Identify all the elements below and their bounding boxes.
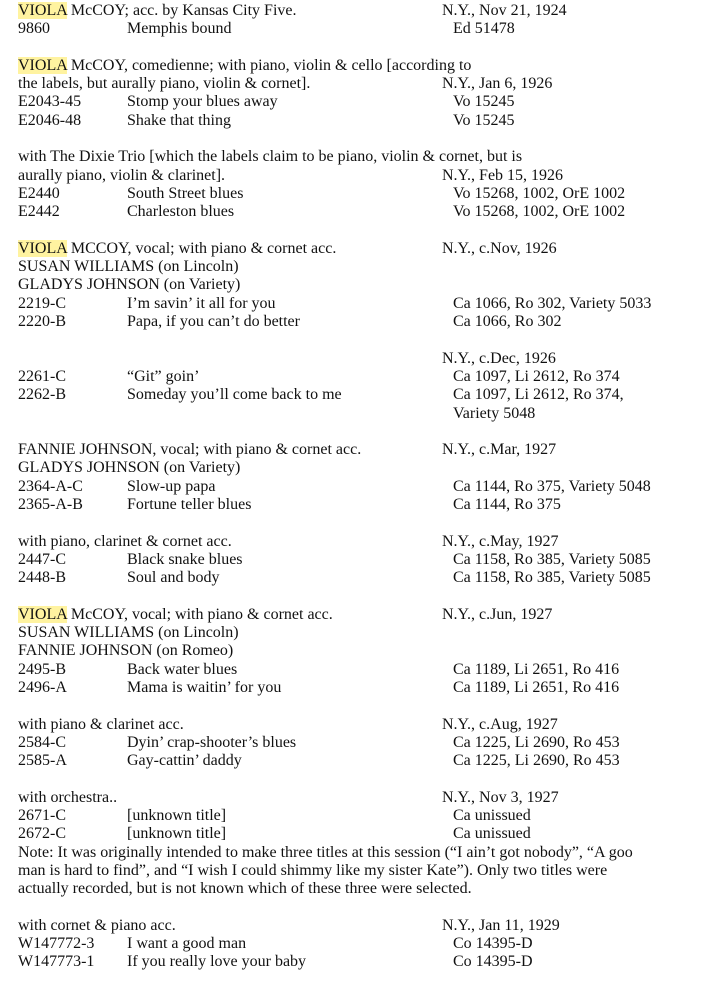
- issue-numbers: Ca 1158, Ro 385, Variety 5085: [453, 550, 651, 568]
- track-title: Back water blues: [127, 660, 238, 678]
- issue-numbers: Ca 1225, Li 2690, Ro 453: [453, 733, 620, 751]
- spacer: [18, 222, 702, 240]
- issue-numbers: Co 14395-D: [453, 935, 533, 953]
- session-block: [18, 222, 702, 332]
- session-header-line: [18, 716, 702, 734]
- highlighted-artist-name: VIOLA: [18, 239, 67, 257]
- track-row: [18, 825, 702, 843]
- session-date: N.Y., Jan 11, 1929: [442, 916, 560, 934]
- spacer: [18, 514, 702, 532]
- track-row: [18, 203, 702, 221]
- note-text: actually recorded, but is not known which of these three were selected.: [18, 880, 472, 898]
- session-date: N.Y., c.Jun, 1927: [442, 605, 553, 623]
- track-title: Fortune teller blues: [127, 496, 252, 514]
- session-date: N.Y., c.Mar, 1927: [442, 441, 557, 459]
- issue-numbers: Ca 1158, Ro 385, Variety 5085: [453, 569, 651, 587]
- session-date: N.Y., Nov 21, 1924: [442, 2, 567, 19]
- spacer: [18, 899, 702, 917]
- issue-numbers: Co 14395-D: [453, 953, 533, 971]
- session-header-line: [18, 350, 702, 368]
- session-header-line: [18, 606, 702, 624]
- track-row: [18, 295, 702, 313]
- spacer: [18, 39, 702, 57]
- highlighted-artist-name: VIOLA: [18, 56, 67, 74]
- matrix-number: 2447-C: [18, 550, 66, 568]
- matrix-number: 2671-C: [18, 807, 66, 825]
- track-row: [18, 93, 702, 111]
- matrix-number: 9860: [18, 20, 50, 38]
- track-row: [18, 405, 702, 423]
- header-text: SUSAN WILLIAMS (on Lincoln): [18, 624, 239, 642]
- session-note-line: [18, 844, 702, 862]
- track-row: [18, 112, 702, 130]
- issue-numbers: Vo 15245: [453, 111, 515, 129]
- session-header-line: [18, 459, 702, 477]
- session-header-line: [18, 642, 702, 660]
- track-title: I’m savin’ it all for you: [127, 294, 276, 312]
- track-row: [18, 551, 702, 569]
- session-description: [18, 606, 333, 624]
- session-description: [18, 2, 297, 20]
- header-text: GLADYS JOHNSON (on Variety): [18, 459, 241, 477]
- session-block: [18, 423, 702, 514]
- header-text: the labels, but aurally piano, violin & cornet].: [18, 75, 311, 93]
- track-row: [18, 478, 702, 496]
- issue-numbers: Vo 15245: [453, 93, 515, 111]
- track-title: “Git” goin’: [127, 367, 200, 385]
- highlighted-artist-name: VIOLA: [18, 2, 67, 19]
- spacer: [18, 770, 702, 788]
- session-header-line: [18, 2, 702, 20]
- matrix-number: 2219-C: [18, 294, 66, 312]
- track-title: I want a good man: [127, 935, 247, 953]
- track-title: Soul and body: [127, 569, 220, 587]
- track-row: [18, 734, 702, 752]
- issue-numbers: Ed 51478: [453, 20, 515, 38]
- header-text: with cornet & piano acc.: [18, 916, 176, 934]
- issue-numbers: Ca 1144, Ro 375, Variety 5048: [453, 477, 651, 495]
- note-text: man is hard to find”, and “I wish I could shimmy like my sister Kate”). Only two titles were: [18, 861, 608, 879]
- session-header-line: [18, 789, 702, 807]
- track-title: Stomp your blues away: [127, 93, 278, 111]
- issue-numbers: Ca 1097, Li 2612, Ro 374,: [453, 386, 624, 404]
- matrix-number: 2495-B: [18, 660, 66, 678]
- session-header-line: [18, 240, 702, 258]
- issue-numbers: Ca 1097, Li 2612, Ro 374: [453, 367, 620, 385]
- session-description: [18, 148, 522, 166]
- session-note-line: [18, 862, 702, 880]
- issue-numbers: Ca 1066, Ro 302, Variety 5033: [453, 294, 652, 312]
- issue-numbers: Ca 1225, Li 2690, Ro 453: [453, 752, 620, 770]
- session-header-line: [18, 276, 702, 294]
- matrix-number: 2585-A: [18, 752, 67, 770]
- matrix-number: 2672-C: [18, 825, 66, 843]
- session-block: [18, 514, 702, 587]
- issue-numbers: Ca 1144, Ro 375: [453, 496, 561, 514]
- spacer: [18, 130, 702, 148]
- matrix-number: 2584-C: [18, 733, 66, 751]
- matrix-number: W147773-1: [18, 953, 95, 971]
- matrix-number: 2496-A: [18, 678, 67, 696]
- matrix-number: 2220-B: [18, 313, 66, 331]
- session-block: [18, 331, 702, 422]
- session-description: [18, 167, 225, 185]
- session-block: [18, 2, 702, 39]
- spacer: [18, 697, 702, 715]
- session-date: N.Y., c.Aug, 1927: [442, 715, 558, 733]
- session-header-line: [18, 148, 702, 166]
- track-title: Slow-up papa: [127, 477, 216, 495]
- track-title: [unknown title]: [127, 825, 227, 843]
- session-description: [18, 459, 240, 477]
- session-description: [18, 75, 310, 93]
- session-date: N.Y., c.Nov, 1926: [442, 239, 557, 257]
- issue-numbers: Vo 15268, 1002, OrE 1002: [453, 203, 626, 221]
- track-row: [18, 496, 702, 514]
- session-date: N.Y., c.Dec, 1926: [442, 349, 556, 367]
- matrix-number: 2365-A-B: [18, 496, 83, 514]
- matrix-number: W147772-3: [18, 935, 95, 953]
- track-row: [18, 752, 702, 770]
- session-description: [18, 240, 336, 258]
- header-text: FANNIE JOHNSON (on Romeo): [18, 642, 234, 660]
- header-text: McCOY, vocal; with piano & cornet acc.: [66, 605, 333, 623]
- session-header-line: [18, 167, 702, 185]
- matrix-number: E2043-45: [18, 93, 82, 111]
- track-title: Gay-cattin’ daddy: [127, 752, 242, 770]
- header-text: with piano & clarinet acc.: [18, 715, 184, 733]
- header-text: aurally piano, violin & clarinet].: [18, 166, 226, 184]
- issue-numbers: Ca unissued: [453, 825, 531, 843]
- session-description: [18, 57, 471, 75]
- issue-numbers: Ca 1189, Li 2651, Ro 416: [453, 678, 620, 696]
- header-text: FANNIE JOHNSON, vocal; with piano & cornet acc.: [18, 441, 362, 459]
- session-note-line: [18, 880, 702, 898]
- track-row: [18, 20, 702, 38]
- session-date: N.Y., Nov 3, 1927: [442, 788, 559, 806]
- track-title: [unknown title]: [127, 807, 227, 825]
- header-text: McCOY; acc. by Kansas City Five.: [66, 2, 297, 19]
- track-title: Dyin’ crap-shooter’s blues: [127, 733, 297, 751]
- track-row: [18, 313, 702, 331]
- session-date: N.Y., Jan 6, 1926: [442, 75, 553, 93]
- header-text: with The Dixie Trio [which the labels claim to be piano, violin & cornet, but is: [18, 148, 523, 166]
- session-header-line: [18, 917, 702, 935]
- track-title: Papa, if you can’t do better: [127, 313, 300, 331]
- spacer: [18, 423, 702, 441]
- issue-numbers: Ca 1066, Ro 302: [453, 313, 562, 331]
- spacer: [18, 588, 702, 606]
- spacer: [18, 331, 702, 349]
- session-description: [18, 917, 176, 935]
- discography-page: [18, 2, 702, 972]
- track-row: [18, 953, 702, 971]
- session-description: [18, 789, 117, 807]
- session-header-line: [18, 57, 702, 75]
- track-row: [18, 569, 702, 587]
- track-row: [18, 807, 702, 825]
- track-row: [18, 368, 702, 386]
- header-text: with piano, clarinet & cornet acc.: [18, 532, 232, 550]
- issue-numbers: Variety 5048: [453, 404, 536, 422]
- track-title: South Street blues: [127, 184, 244, 202]
- issue-numbers: Ca unissued: [453, 807, 531, 825]
- session-block: [18, 39, 702, 130]
- highlighted-artist-name: VIOLA: [18, 605, 67, 623]
- session-description: [18, 441, 361, 459]
- matrix-number: 2262-B: [18, 386, 66, 404]
- session-header-line: [18, 441, 702, 459]
- session-description: [18, 276, 240, 294]
- track-row: [18, 679, 702, 697]
- session-block: [18, 130, 702, 221]
- session-header-line: [18, 75, 702, 93]
- session-date: N.Y., Feb 15, 1926: [442, 166, 564, 184]
- session-block: [18, 697, 702, 770]
- matrix-number: E2442: [18, 203, 60, 221]
- session-block: [18, 588, 702, 698]
- header-text: with orchestra..: [18, 788, 118, 806]
- issue-numbers: Ca 1189, Li 2651, Ro 416: [453, 660, 620, 678]
- session-block: [18, 770, 702, 898]
- session-description: [18, 716, 184, 734]
- session-description: [18, 624, 239, 642]
- matrix-number: E2440: [18, 184, 60, 202]
- track-row: [18, 386, 702, 404]
- note-text: Note: It was originally intended to make three titles at this session (“I ain’t got nobody”, “A goo: [18, 843, 633, 861]
- session-description: [18, 258, 239, 276]
- session-header-line: [18, 258, 702, 276]
- track-title: Mama is waitin’ for you: [127, 678, 282, 696]
- matrix-number: 2364-A-C: [18, 477, 83, 495]
- track-row: [18, 935, 702, 953]
- matrix-number: 2261-C: [18, 367, 66, 385]
- header-text: McCOY, comedienne; with piano, violin & cello [according to: [66, 56, 472, 74]
- session-description: [18, 533, 232, 551]
- track-title: If you really love your baby: [127, 953, 307, 971]
- track-row: [18, 661, 702, 679]
- session-description: [18, 642, 233, 660]
- track-row: [18, 185, 702, 203]
- session-header-line: [18, 533, 702, 551]
- session-header-line: [18, 624, 702, 642]
- matrix-number: E2046-48: [18, 111, 82, 129]
- header-text: MCCOY, vocal; with piano & cornet acc.: [66, 239, 337, 257]
- track-title: Shake that thing: [127, 111, 231, 129]
- issue-numbers: Vo 15268, 1002, OrE 1002: [453, 184, 626, 202]
- matrix-number: 2448-B: [18, 569, 66, 587]
- session-date: N.Y., c.May, 1927: [442, 532, 559, 550]
- header-text: SUSAN WILLIAMS (on Lincoln): [18, 258, 239, 276]
- header-text: GLADYS JOHNSON (on Variety): [18, 276, 241, 294]
- track-title: Someday you’ll come back to me: [127, 386, 342, 404]
- track-title: Black snake blues: [127, 550, 243, 568]
- session-block: [18, 899, 702, 972]
- track-title: Charleston blues: [127, 203, 235, 221]
- track-title: Memphis bound: [127, 20, 232, 38]
